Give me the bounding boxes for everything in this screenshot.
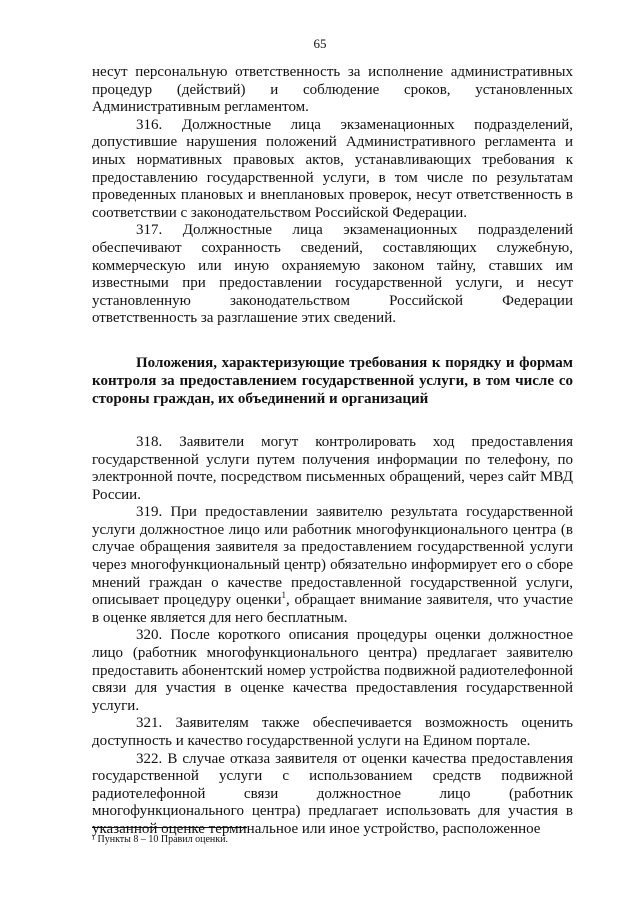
paragraph-317: 317. Должностные лица экзаменационных подразделений обеспечивают сохранность сведений, составляющих служебную, коммерческую или иную охраняемую законом тайну, ставших им известными при предоставлении государственной услуги, и несут установленную законодательством Российской Федерации ответственность за разглашение этих сведений.: [92, 222, 573, 327]
paragraph-continuation: несут персональную ответственность за исполнение административных процедур (действий) и соблюдение сроков, установленных Административным регламентом.: [92, 64, 573, 116]
section-heading: Положения, характеризующие требования к порядку и формам контроля за предоставлением государственной услуги, в том числе со стороны граждан, их объединений и организаций: [92, 354, 573, 407]
paragraph-316: 316. Должностные лица экзаменационных подразделений, допустившие нарушения положений Административного регламента и иных нормативных правовых актов, устанавливающих требования к предоставлению государственной услуги, в том числе по результатам проведенных плановых и внеплановых проверок, несут ответственность в соответствии с законодательством Российской Федерации.: [92, 116, 573, 221]
footnote: ¹ Пункты 8 – 10 Правил оценки.: [92, 834, 228, 845]
footnote-reference: 1: [281, 590, 286, 601]
footnote-divider: [92, 827, 247, 828]
paragraph-321: 321. Заявителям также обеспечивается возможность оценить доступность и качество государственной услуги на Едином портале.: [92, 715, 573, 749]
paragraph-318: 318. Заявители могут контролировать ход предоставления государственной услуги путем получения информации по телефону, по электронной почте, посредством письменных обращений, через сайт МВД России.: [92, 433, 573, 503]
document-body: [92, 64, 573, 839]
paragraph-319: [92, 504, 573, 627]
paragraph-320: 320. После короткого описания процедуры оценки должностное лицо (работник многофункционального центра) предлагает заявителю предоставить абонентский номер устройства подвижной радиотелефонной связи для участия в оценке качества предоставления государственной услуги.: [92, 627, 573, 714]
paragraph-319-text-start: 319. При предоставлении заявителю результата государственной услуги должностное лицо или работник многофункционального центра (в случае обращения заявителя за предоставлением государственной услуги через многофункциональный центр) обязательно информирует его о сборе мнений граждан о качестве предоставленной государственной услуги, описывает процедуру оценки: [92, 504, 573, 609]
paragraph-319-text-end: , обращает внимание заявителя, что участие в оценке является для него бесплатным.: [92, 592, 573, 626]
page-number: 65: [313, 36, 327, 51]
paragraph-322: 322. В случае отказа заявителя от оценки качества предоставления государственной услуги с использованием средств подвижной радиотелефонной связи должностное лицо (работник многофункционального центра) предлагает использовать для участия в указанной оценке терминальное или иное устройство, расположенное: [92, 750, 573, 837]
